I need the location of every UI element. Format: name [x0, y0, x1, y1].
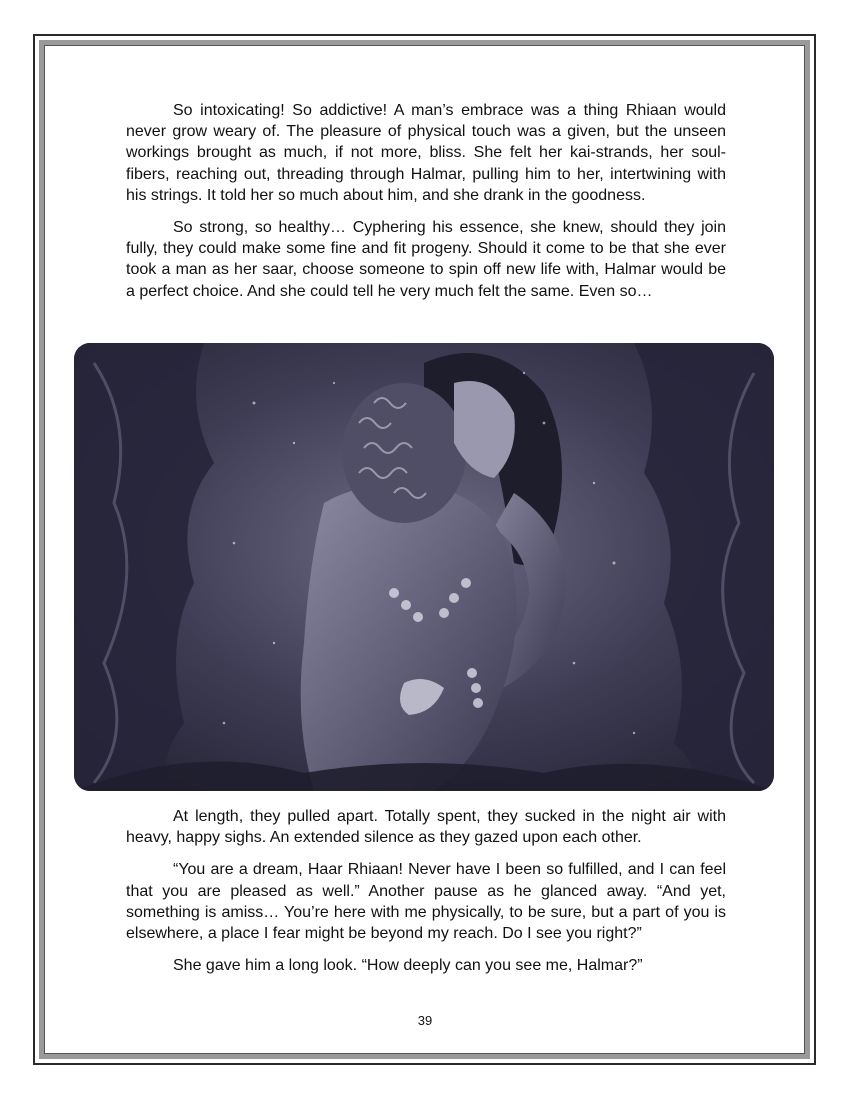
- paragraph: At length, they pulled apart. Totally spent, they sucked in the night air with heavy, happy sighs. An extended silence as they gazed upon each other.: [126, 808, 726, 847]
- text-block-top: [126, 100, 726, 313]
- paragraph: She gave him a long look. “How deeply can you see me, Halmar?”: [173, 957, 643, 975]
- illustration-embracing-couple: [74, 343, 774, 791]
- paragraph: So strong, so healthy… Cyphering his essence, she knew, should they join fully, they could make some fine and fit progeny. Should it come to be that she ever took a man as her saar, choose someone to spin off new life with, Halmar would be a perfect choice. And she could tell he very much felt the same. Even so…: [126, 219, 726, 300]
- paragraph: So intoxicating! So addictive! A man’s embrace was a thing Rhiaan would never grow weary of. The pleasure of physical touch was a given, but the unseen workings brought as much, if not more, bliss. She felt her kai-strands, her soul-fibers, reaching out, threading through Halmar, pulling him to her, intertwining with his strings. It told her so much about him, and she drank in the goodness.: [126, 102, 726, 204]
- text-block-bottom: [126, 806, 726, 987]
- paragraph: “You are a dream, Haar Rhiaan! Never have I been so fulfilled, and I can feel that you are pleased as well.” Another pause as he glanced away. “And yet, something is amiss… You’re here with me physically, to be sure, but a part of you is elsewhere, a place I fear might be beyond my reach. Do I see you right?”: [126, 861, 726, 943]
- page-number: 39: [417, 1013, 433, 1028]
